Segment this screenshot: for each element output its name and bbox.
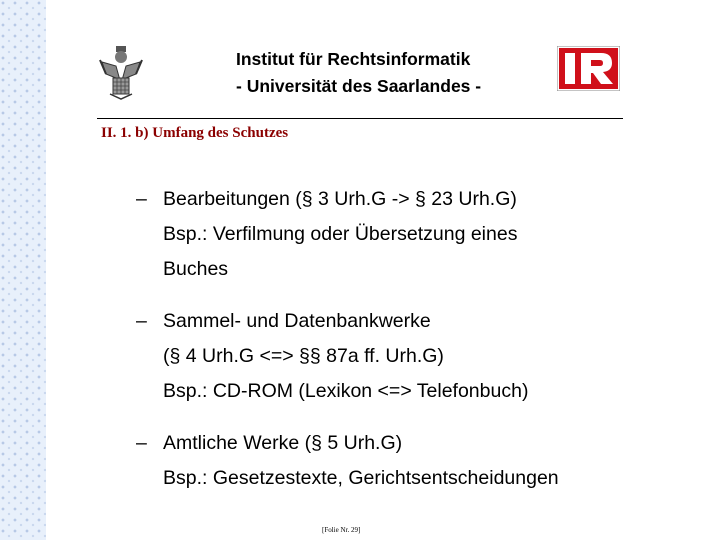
bullet-line: (§ 4 Urh.G <=> §§ 87a ff. Urh.G) <box>163 345 444 367</box>
bullet-item <box>136 426 696 496</box>
slide-number: [Folie Nr. 29] <box>322 526 361 534</box>
bullet-dash: – <box>136 432 147 454</box>
bullet-line: Amtliche Werke (§ 5 Urh.G) <box>163 432 403 454</box>
institute-header <box>236 46 481 100</box>
decorative-side-strip <box>0 0 46 540</box>
bullet-line: Buches <box>163 258 229 280</box>
ir-logo-icon <box>557 46 620 91</box>
bullet-line: Bsp.: Gesetzestexte, Gerichtsentscheidungen <box>163 467 559 489</box>
bullet-dash: – <box>136 188 147 210</box>
bullet-list <box>136 182 696 496</box>
university-seal-icon <box>96 44 146 100</box>
bullet-line: Bearbeitungen (§ 3 Urh.G -> § 23 Urh.G) <box>163 188 517 210</box>
bullet-item <box>136 182 696 287</box>
bullet-line: Sammel- und Datenbankwerke <box>163 310 431 332</box>
university-name: - Universität des Saarlandes - <box>236 76 482 96</box>
bullet-dash: – <box>136 310 147 332</box>
bullet-line: Bsp.: CD-ROM (Lexikon <=> Telefonbuch) <box>163 380 529 402</box>
header-divider <box>97 118 623 119</box>
bullet-item <box>136 304 696 409</box>
bullet-line: Bsp.: Verfilmung oder Übersetzung eines <box>163 223 518 245</box>
section-title: II. 1. b) Umfang des Schutzes <box>101 125 289 141</box>
institute-name: Institut für Rechtsinformatik <box>236 49 471 69</box>
